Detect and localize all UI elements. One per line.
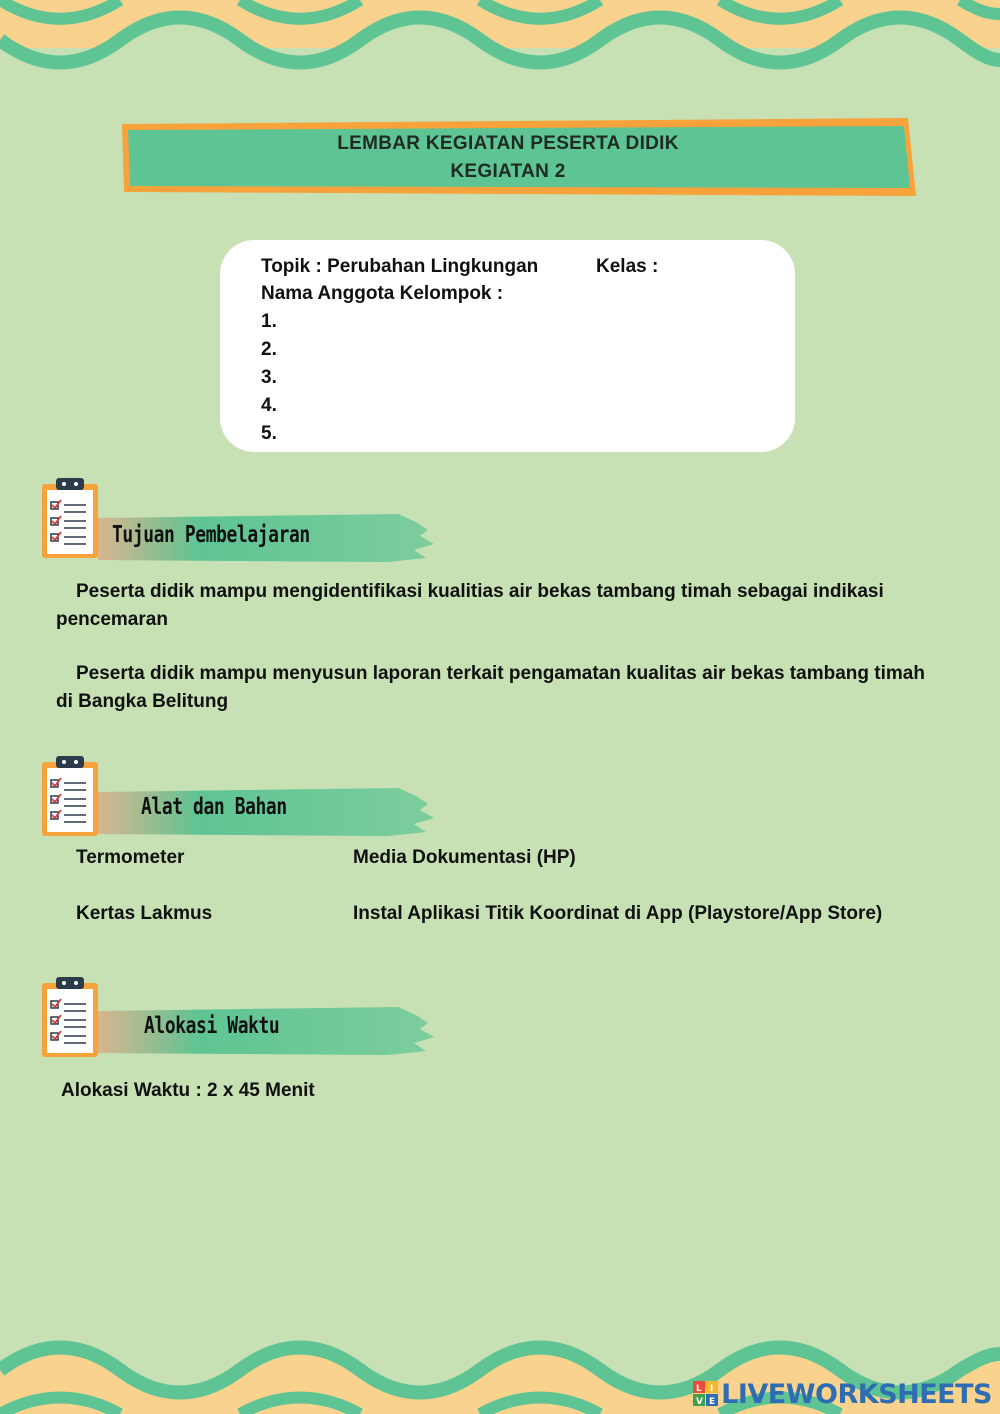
member-line-2: 2. [261,339,277,360]
member-line-3: 3. [261,367,277,388]
section-title-time: Alokasi Waktu [144,1013,280,1039]
section-title-goals: Tujuan Pembelajaran [112,522,310,548]
section-header-time [38,973,438,1063]
member-line-4: 4. [261,395,277,416]
svg-text:E: E [709,1397,716,1407]
section-title-tools: Alat dan Bahan [141,794,287,820]
clipboard-checklist-icon [38,973,102,1061]
svg-text:V: V [696,1397,704,1407]
tool-item-3: Kertas Lakmus [76,903,213,924]
page-title [118,130,898,186]
title-line-1: LEMBAR KEGIATAN PESERTA DIDIK [337,133,679,154]
title-line-2: KEGIATAN 2 [450,161,566,182]
section-header-goals [38,474,438,564]
topic-label: Topik : Perubahan Lingkungan [261,256,539,277]
member-line-1: 1. [261,311,277,332]
svg-text:I: I [710,1384,714,1394]
tool-item-4: Instal Aplikasi Titik Koordinat di App (Playstore/App Store) [353,903,883,924]
goal-paragraph-2: Peserta didik mampu menyusun laporan terkait pengamatan kualitas air bekas tambang timah di Bangka Belitung [56,663,925,712]
class-label: Kelas : [596,256,659,277]
tool-item-2: Media Dokumentasi (HP) [353,847,576,868]
clipboard-checklist-icon [38,752,102,840]
liveworksheets-brand [693,1376,992,1412]
goal-paragraph-1: Peserta didik mampu mengidentifikasi kualitias air bekas tambang timah sebagai indikasi pencemaran [56,581,884,630]
time-allocation-text: Alokasi Waktu : 2 x 45 Menit [61,1080,315,1101]
member-line-5: 5. [261,423,277,444]
liveworksheets-logo-icon [693,1381,719,1407]
members-label: Nama Anggota Kelompok : [261,283,504,304]
section-header-tools [38,752,438,842]
brand-name: LIVEWORKSHEETS [721,1378,992,1410]
tool-item-1: Termometer [76,847,185,868]
clipboard-checklist-icon [38,474,102,562]
top-wave-decoration [0,0,1000,80]
svg-text:L: L [696,1384,702,1394]
